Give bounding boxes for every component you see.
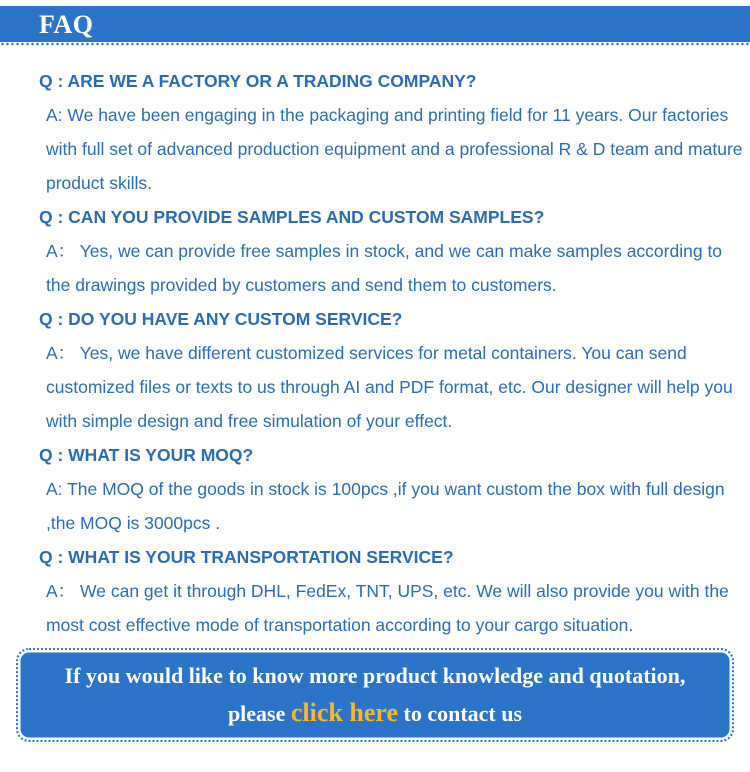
faq-answer-4: A: The MOQ of the goods in stock is 100pcs ,if you want custom the box with full design ,the MOQ is 3000pcs . — [46, 479, 725, 533]
faq-header-bar — [0, 6, 750, 42]
header-dotted-divider — [0, 42, 750, 46]
page-title: FAQ — [39, 10, 94, 39]
cta-contact-line — [19, 698, 731, 728]
cta-suffix: to contact us — [403, 701, 523, 726]
faq-answer-3: A： Yes, we have different customized services for metal containers. You can send customized files or texts to us through AI and PDF format, etc. Our designer will help you with simple design and free simulation of your effect. — [46, 343, 733, 431]
cta-prefix: please — [227, 701, 286, 726]
faq-answer-2: A： Yes, we can provide free samples in stock, and we can make samples according to the drawings provided by customers and send them to customers. — [46, 241, 723, 295]
cta-message: If you would like to know more product knowledge and quotation, — [64, 663, 686, 688]
faq-question-5: Q : WHAT IS YOUR TRANSPORTATION SERVICE? — [39, 547, 454, 567]
faq-question-3: Q : DO YOU HAVE ANY CUSTOM SERVICE? — [39, 309, 403, 329]
faq-question-2: Q : CAN YOU PROVIDE SAMPLES AND CUSTOM SAMPLES? — [39, 207, 545, 227]
faq-question-1: Q : ARE WE A FACTORY OR A TRADING COMPANY? — [39, 71, 477, 91]
click-here-link[interactable]: click here — [290, 698, 398, 727]
faq-answer-5: A： We can get it through DHL, FedEx, TNT, UPS, etc. We will also provide you with the most cost effective mode of transportation according to your cargo situation. — [46, 581, 729, 635]
faq-answer-1: A: We have been engaging in the packaging and printing field for 11 years. Our factories with full set of advanced production equipment and a professional R & D team and mature product skills. — [46, 105, 743, 193]
contact-cta-box — [19, 651, 731, 739]
faq-question-4: Q : WHAT IS YOUR MOQ? — [39, 445, 254, 465]
